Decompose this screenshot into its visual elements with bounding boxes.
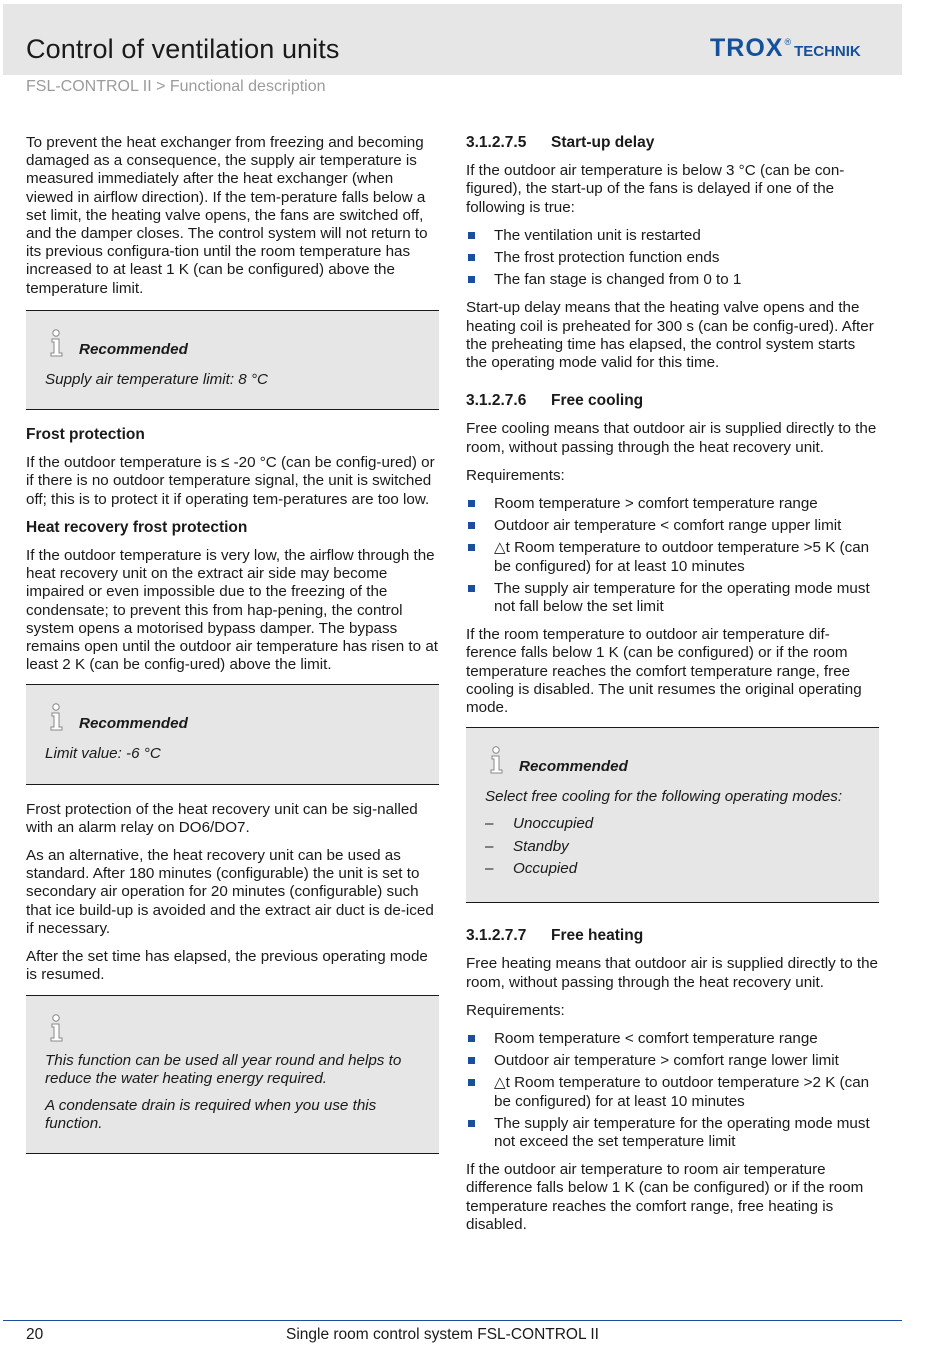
section-number: 3.1.2.7.6 (466, 392, 527, 410)
list-item: – Unoccupied (485, 815, 861, 833)
logo-mark: TROX (710, 34, 784, 62)
note-text: This function can be used all year round and helps to reduce the water heating energy required. (45, 1051, 402, 1087)
section-heading-startup-delay (466, 134, 879, 152)
requirements-label: Requirements: (466, 1001, 565, 1019)
section-intro: Free heating means that outdoor air is supplied directly to the room, without passing through the heat recovery unit. (466, 955, 878, 991)
footer-title: Single room control system FSL-CONTROL II (286, 1326, 599, 1343)
dash-list (485, 815, 861, 878)
note-title: Recommended (79, 715, 188, 733)
recommendation-note (26, 310, 439, 410)
intro-paragraph: To prevent the heat exchanger from freezing and becoming damaged as a consequence, the supply air temperature is measured immediately after the heat exchanger (when viewed in airflow direction). If the tem-perature falls below a set limit, the heating valve opens, the fans are switched off, and the damper closes. The control system will not return to its previous configura-tion until the room temperature has increased to at least 1 K (can be configured) above the temperature limit. (26, 134, 428, 297)
breadcrumb: FSL-CONTROL II > Functional description (26, 78, 326, 95)
bullet-list (466, 227, 879, 290)
note-text: Select free cooling for the following operating modes: (485, 788, 843, 806)
section-title: Free cooling (551, 392, 644, 410)
section-text: Start-up delay means that the heating valve opens and the heating coil is preheated for 300 s (can be config-ured). After the preheating time has elapsed, the control system starts the operating mode valid for this time. (466, 299, 874, 372)
info-icon (45, 329, 79, 359)
list-item: The fan stage is changed from 0 to 1 (466, 271, 879, 289)
list-item: – Standby (485, 838, 861, 856)
bullet-list (466, 1030, 879, 1151)
info-icon (485, 746, 519, 776)
list-item: Room temperature > comfort temperature range (466, 495, 879, 513)
section-title: Free heating (551, 927, 644, 945)
right-column (466, 134, 879, 1244)
note-text: A condensate drain is required when you use this function. (45, 1096, 377, 1133)
frost-protection-text: If the outdoor temperature is ≤ -20 °C (can be config-ured) or if there is no outdoor temperature signal, the unit is switched off; this is to protect it if operating tem-peratures are too low. (26, 454, 435, 508)
alarm-paragraph: Frost protection of the heat recovery unit can be sig-nalled with an alarm relay on DO6/DO7. (26, 800, 418, 836)
section-number: 3.1.2.7.7 (466, 927, 527, 945)
section-title: Start-up delay (551, 134, 655, 151)
trox-logo (710, 34, 861, 62)
section-number: 3.1.2.7.5 (466, 134, 527, 151)
section-text: If the outdoor air temperature to room air temperature difference falls below 1 K (can be configured) or if the room temperature reaches the comfort range, free heating is disabled. (466, 1161, 864, 1233)
list-item: Outdoor air temperature > comfort range lower limit (466, 1052, 879, 1070)
note-text: Supply air temperature limit: 8 °C (45, 370, 268, 388)
heat-recovery-heading: Heat recovery frost protection (26, 518, 248, 536)
heat-recovery-text: If the outdoor temperature is very low, the airflow through the heat recovery unit on the extract air side may become impaired or even impossible due to the freezing of the condensate; to prevent this from hap-pening, the control system opens a motorised bypass damper. The bypass remains open until the outdoor air temperature has risen to at least 2 K (can be config-ured) above the limit. (26, 547, 438, 674)
page-number: 20 (26, 1326, 44, 1343)
list-item: – Occupied (485, 860, 861, 878)
frost-protection-heading: Frost protection (26, 426, 145, 444)
info-note (26, 995, 439, 1155)
recommendation-note (26, 684, 439, 784)
footer-divider (3, 1320, 902, 1321)
logo-registered-mark: ® (784, 37, 792, 47)
info-icon (45, 703, 79, 733)
note-title: Recommended (519, 758, 628, 776)
section-heading-free-cooling (466, 392, 879, 410)
recommendation-note (466, 727, 879, 903)
requirements-label: Requirements: (466, 466, 565, 484)
resume-paragraph: After the set time has elapsed, the previous operating mode is resumed. (26, 948, 428, 984)
info-icon (45, 1014, 79, 1044)
section-text: If the room temperature to outdoor air temperature dif-ference falls below 1 K (can be configured) or if the room temperature reaches the comfort temperature range, free cooling is disabled. The unit resumes the original operating mode. (466, 626, 862, 717)
list-item: Room temperature < comfort temperature range (466, 1030, 879, 1048)
list-item: △t Room temperature to outdoor temperature >2 K (can be configured) for at least 10 minutes (466, 1074, 879, 1110)
logo-subtitle: TECHNIK (794, 43, 861, 60)
section-intro: Free cooling means that outdoor air is supplied directly to the room, without passing through the heat recovery unit. (466, 420, 877, 456)
list-item: The supply air temperature for the operating mode must not exceed the set temperature limit (466, 1115, 879, 1151)
section-heading-free-heating (466, 927, 879, 945)
list-item: Outdoor air temperature < comfort range upper limit (466, 517, 879, 535)
note-text: Limit value: -6 °C (45, 745, 161, 763)
page-title: Control of ventilation units (26, 34, 340, 64)
section-intro: If the outdoor air temperature is below 3 °C (can be con-figured), the start-up of the fans is delayed if one of the following is true: (466, 162, 845, 216)
alternative-paragraph: As an alternative, the heat recovery unit can be used as standard. After 180 minutes (configurable) the unit is set to secondary air operation for 20 minutes (configurable) such that ice build-up is avoided and the extract air duct is de-iced if necessary. (26, 847, 434, 937)
page-header (3, 4, 902, 75)
note-title: Recommended (79, 340, 188, 358)
bullet-list (466, 495, 879, 616)
list-item: △t Room temperature to outdoor temperature >5 K (can be configured) for at least 10 minutes (466, 539, 879, 575)
list-item: The supply air temperature for the operating mode must not fall below the set limit (466, 580, 879, 616)
list-item: The ventilation unit is restarted (466, 227, 879, 245)
list-item: The frost protection function ends (466, 249, 879, 267)
left-column (26, 134, 439, 1170)
